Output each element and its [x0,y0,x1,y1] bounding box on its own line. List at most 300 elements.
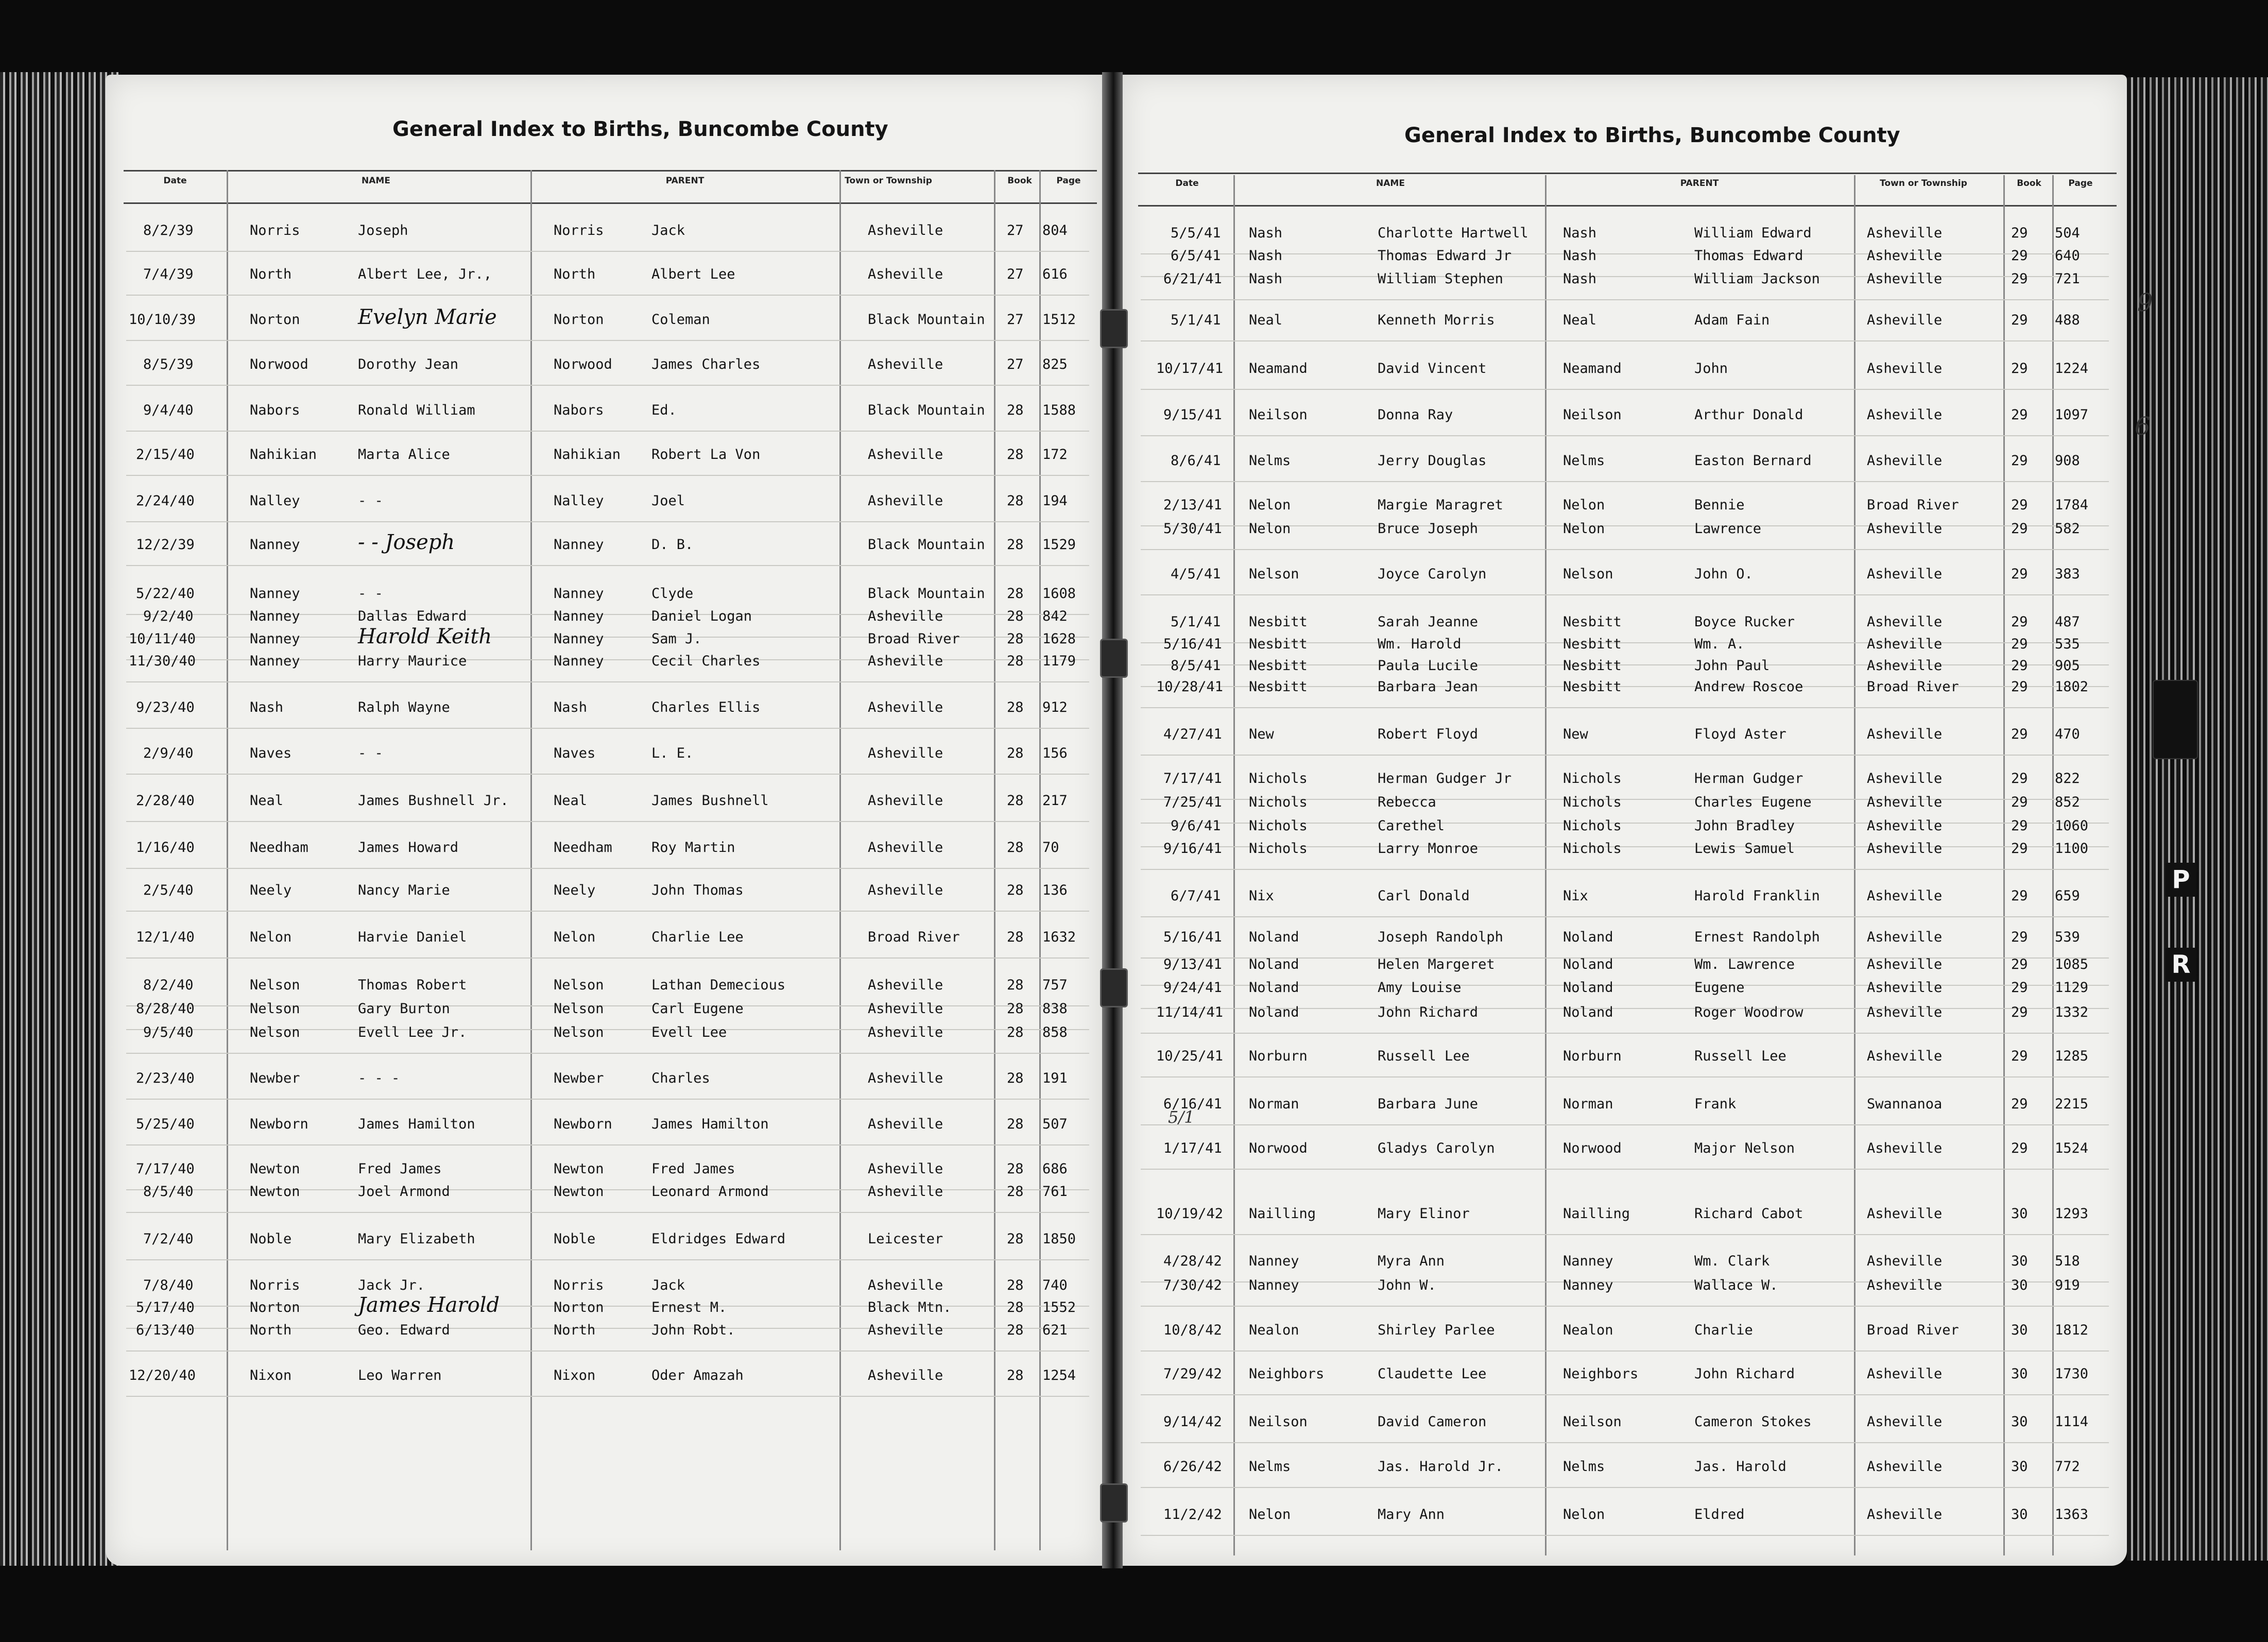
column-rule [839,170,841,1550]
record-given: Jas. Harold Jr. [1378,1459,1503,1475]
record-town: Asheville [868,608,943,624]
record-book: 29 [2011,679,2028,695]
record-town: Broad River [1867,679,1959,695]
record-surname: Newber [250,1070,300,1086]
record-pgiven: John Bradley [1694,818,1795,834]
record-page: 194 [1042,493,1068,509]
record-given: Russell Lee [1378,1048,1470,1064]
record-page: 858 [1042,1024,1068,1040]
record-page: 1524 [2055,1140,2089,1156]
record-page: 1552 [1042,1299,1076,1315]
record-psurname: Nelson [554,1001,604,1017]
record-date: 9/24/41 [1163,980,1222,996]
record-date: 9/23/40 [136,699,195,715]
record-psurname: Nelon [1563,1507,1605,1523]
record-book: 29 [2011,312,2028,328]
record-page: 582 [2055,521,2080,537]
record-book: 28 [1007,586,1024,602]
record-date: 5/16/41 [1163,636,1222,652]
record-pgiven: James Bushnell [651,793,769,809]
record-pgiven: Boyce Rucker [1694,614,1795,630]
ruled-line [126,821,1089,822]
record-psurname: Nanney [1563,1253,1613,1269]
record-psurname: Nash [1563,271,1597,287]
record-psurname: Nelson [554,977,604,993]
ruled-line [126,565,1089,566]
record-date: 6/16/41 [1163,1096,1222,1112]
record-date: 7/4/39 [143,266,194,282]
record-page: 1608 [1042,586,1076,602]
record-town: Asheville [868,882,943,898]
record-pgiven: Wm. Clark [1694,1253,1770,1269]
record-page: 740 [1042,1277,1068,1293]
record-given: Paula Lucile [1378,658,1479,674]
record-page: 136 [1042,882,1068,898]
record-surname: Nash [1249,271,1283,287]
record-surname: Nanney [250,653,300,669]
record-given: - - [358,745,383,761]
record-surname: Norton [250,312,300,328]
record-surname: Norton [250,1299,300,1315]
record-date: 10/17/41 [1156,361,1224,377]
record-pgiven: Easton Bernard [1694,453,1812,469]
ruled-line [1141,1306,2109,1307]
ruled-line [1141,340,2109,341]
record-surname: Nichols [1249,794,1308,810]
record-surname: Naves [250,745,292,761]
ruled-line [1141,707,2109,708]
ruled-line [126,1259,1089,1260]
record-surname: Nelson [250,977,300,993]
record-page: 535 [2055,636,2080,652]
ruled-line [1141,549,2109,550]
record-page: 383 [2055,566,2080,582]
record-book: 28 [1007,1070,1024,1086]
record-date: 10/8/42 [1163,1322,1222,1338]
record-page: 804 [1042,223,1068,238]
record-book: 29 [2011,453,2028,469]
record-page: 2215 [2055,1096,2089,1112]
record-pgiven: Ernest M. [651,1299,727,1315]
record-town: Asheville [868,1024,943,1040]
ruled-line [1141,1169,2109,1170]
record-page: 518 [2055,1253,2080,1269]
record-date: 8/2/40 [143,977,194,993]
record-town: Asheville [868,1367,943,1383]
record-surname: Nanney [250,608,300,624]
record-page: 1085 [2055,956,2089,972]
record-psurname: Neal [554,793,588,809]
record-town: Asheville [1867,1414,1943,1430]
record-given: Myra Ann [1378,1253,1445,1269]
record-date: 11/14/41 [1156,1004,1224,1020]
record-psurname: Nixon [554,1367,596,1383]
record-pgiven: Wm. Lawrence [1694,956,1795,972]
record-psurname: Norman [1563,1096,1613,1112]
ruled-line [126,251,1089,252]
record-page: 761 [1042,1184,1068,1200]
column-rule [994,170,995,1550]
record-town: Asheville [868,793,943,809]
record-book: 28 [1007,608,1024,624]
record-psurname: Nash [554,699,588,715]
record-surname: Nash [250,699,284,715]
record-given: Thomas Robert [358,977,467,993]
record-psurname: Needham [554,840,612,856]
record-date: 8/28/40 [136,1001,195,1017]
column-rule [1233,175,1235,1555]
record-date: 7/29/42 [1163,1366,1222,1382]
record-book: 28 [1007,1001,1024,1017]
record-page: 1285 [2055,1048,2089,1064]
record-psurname: Nix [1563,888,1588,904]
record-page: 825 [1042,356,1068,372]
record-pgiven: Evell Lee [651,1024,727,1040]
index-tab-r[interactable]: R [2166,948,2196,982]
record-psurname: Naves [554,745,596,761]
record-town: Asheville [1867,1140,1943,1156]
record-psurname: Newton [554,1161,604,1177]
record-psurname: Neal [1563,312,1597,328]
column-rule [2052,175,2054,1555]
record-psurname: Nelson [1563,566,1613,582]
record-town: Asheville [868,356,943,372]
record-town: Asheville [1867,726,1943,742]
ruled-line [126,1396,1089,1397]
record-date: 9/6/41 [1171,818,1221,834]
ruled-line [126,431,1089,432]
record-book: 28 [1007,1161,1024,1177]
record-pgiven: Ernest Randolph [1694,929,1820,945]
record-book: 30 [2011,1206,2028,1222]
record-given: Carl Donald [1378,888,1470,904]
record-given: Joseph [358,223,408,238]
record-book: 28 [1007,1367,1024,1383]
record-surname: Nichols [1249,841,1308,857]
record-town: Asheville [868,266,943,282]
record-given: Larry Monroe [1378,841,1479,857]
record-given: Claudette Lee [1378,1366,1487,1382]
record-page: 686 [1042,1161,1068,1177]
record-given: David Vincent [1378,361,1487,377]
record-given: Marta Alice [358,447,450,463]
record-page: 507 [1042,1116,1068,1132]
ruled-line [1141,594,2109,595]
record-surname: Nanney [1249,1277,1299,1293]
record-town: Asheville [868,223,943,238]
record-date: 8/2/39 [143,223,194,238]
record-surname: North [250,1322,292,1338]
record-surname: Nalley [250,493,300,509]
record-psurname: Nealon [1563,1322,1613,1338]
record-given: Mary Ann [1378,1507,1445,1523]
header-page: Page [1056,176,1081,186]
record-pgiven: Bennie [1694,497,1745,513]
record-book: 28 [1007,1231,1024,1247]
record-book: 28 [1007,1024,1024,1040]
record-given: Jerry Douglas [1378,453,1487,469]
record-date: 12/2/39 [136,537,195,553]
record-given: Barbara Jean [1378,679,1479,695]
record-pgiven: D. B. [651,537,694,553]
record-town: Asheville [1867,614,1943,630]
record-psurname: Nelon [554,929,596,945]
index-tab-p[interactable]: P [2166,863,2196,897]
record-psurname: Nabors [554,402,604,418]
record-book: 27 [1007,223,1024,238]
record-date: 7/25/41 [1163,794,1222,810]
record-town: Asheville [1867,794,1943,810]
record-date: 2/9/40 [143,745,194,761]
record-psurname: Nash [1563,248,1597,264]
record-page: 217 [1042,793,1068,809]
record-date: 2/13/41 [1163,497,1222,513]
record-book: 29 [2011,771,2028,786]
record-page: 470 [2055,726,2080,742]
record-psurname: North [554,266,596,282]
left-page [106,75,1102,1566]
record-given: David Cameron [1378,1414,1487,1430]
header-parent: PARENT [665,176,705,186]
ruled-line [126,868,1089,869]
record-pgiven: Wm. A. [1694,636,1745,652]
record-book: 30 [2011,1253,2028,1269]
record-date: 9/15/41 [1163,407,1222,423]
record-book: 29 [2011,888,2028,904]
record-surname: Nahikian [250,447,317,463]
record-surname: Neely [250,882,292,898]
record-surname: Nanney [250,537,300,553]
record-town: Asheville [1867,1366,1943,1382]
record-town: Asheville [1867,636,1943,652]
record-surname: Nelms [1249,453,1291,469]
record-date: 4/27/41 [1163,726,1222,742]
record-date: 2/15/40 [136,447,195,463]
record-pgiven: Charles Ellis [651,699,761,715]
record-given: Helen Margeret [1378,956,1495,972]
record-book: 29 [2011,225,2028,241]
record-pgiven: James Charles [651,356,761,372]
record-book: 29 [2011,614,2028,630]
margin-note: 9 [2137,288,2153,317]
record-town: Asheville [1867,771,1943,786]
record-psurname: Nelson [554,1024,604,1040]
record-book: 29 [2011,271,2028,287]
record-psurname: Neighbors [1563,1366,1639,1382]
ledger-left-edge [0,72,118,1566]
record-date: 5/5/41 [1171,225,1221,241]
column-rule [227,170,228,1550]
record-book: 29 [2011,841,2028,857]
record-surname: Nabors [250,402,300,418]
record-date: 5/30/41 [1163,521,1222,537]
record-surname: Nix [1249,888,1274,904]
record-date: 5/16/41 [1163,929,1222,945]
record-surname: New [1249,726,1274,742]
record-town: Swannanoa [1867,1096,1943,1112]
record-date: 10/25/41 [1156,1048,1224,1064]
record-given: Bruce Joseph [1378,521,1479,537]
record-book: 30 [2011,1507,2028,1523]
record-surname: Nelon [1249,521,1291,537]
record-psurname: Nichols [1563,771,1622,786]
column-rule [530,170,532,1550]
record-town: Asheville [1867,225,1943,241]
record-town: Asheville [868,1116,943,1132]
record-town: Asheville [868,1001,943,1017]
record-page: 721 [2055,271,2080,287]
record-pgiven: Ed. [651,402,677,418]
record-book: 29 [2011,521,2028,537]
record-book: 29 [2011,726,2028,742]
record-pgiven: Albert Lee [651,266,735,282]
record-date: 11/2/42 [1163,1507,1222,1523]
record-date: 4/5/41 [1171,566,1221,582]
record-page: 172 [1042,447,1068,463]
header-parent: PARENT [1680,178,1719,189]
record-page: 1588 [1042,402,1076,418]
record-town: Asheville [1867,929,1943,945]
record-book: 28 [1007,1277,1024,1293]
record-surname: Nelson [250,1024,300,1040]
record-surname: Neilson [1249,1414,1308,1430]
ruled-line [1141,1234,2109,1235]
record-page: 1129 [2055,980,2089,996]
record-pgiven: Clyde [651,586,694,602]
header-page: Page [2068,178,2093,189]
record-pgiven: James Hamilton [651,1116,769,1132]
record-given: Joel Armond [358,1184,450,1200]
record-given: Nancy Marie [358,882,450,898]
record-pgiven: Joel [651,493,685,509]
record-book: 27 [1007,266,1024,282]
record-page: 908 [2055,453,2080,469]
record-given: Wm. Harold [1378,636,1462,652]
record-date: 7/8/40 [143,1277,194,1293]
record-book: 29 [2011,566,2028,582]
record-book: 30 [2011,1459,2028,1475]
record-page: 912 [1042,699,1068,715]
record-psurname: Nesbitt [1563,614,1622,630]
record-given: Shirley Parlee [1378,1322,1495,1338]
ruled-line [126,521,1089,522]
record-date: 5/1/41 [1171,614,1221,630]
record-page: 1060 [2055,818,2089,834]
column-rule [1545,175,1547,1555]
record-given: Dorothy Jean [358,356,459,372]
record-pgiven: L. E. [651,745,694,761]
record-surname: Norwood [1249,1140,1308,1156]
record-page: 1784 [2055,497,2089,513]
record-surname: Noble [250,1231,292,1247]
record-surname: Nelson [1249,566,1299,582]
record-book: 27 [1007,356,1024,372]
record-town: Asheville [868,493,943,509]
record-psurname: Nesbitt [1563,636,1622,652]
column-rule [1039,170,1041,1550]
record-town: Broad River [868,631,960,647]
record-given: Barbara June [1378,1096,1479,1112]
record-book: 28 [1007,793,1024,809]
record-book: 30 [2011,1414,2028,1430]
binding-ring [1100,639,1128,678]
record-page: 504 [2055,225,2080,241]
record-given: Leo Warren [358,1367,442,1383]
record-page: 1224 [2055,361,2089,377]
record-date: 5/1/41 [1171,312,1221,328]
record-pgiven: John Richard [1694,1366,1795,1382]
record-given: James Harold [358,1293,500,1317]
record-book: 29 [2011,1140,2028,1156]
record-town: Broad River [1867,497,1959,513]
record-pgiven: Lewis Samuel [1694,841,1795,857]
record-given: - - [358,493,383,509]
record-surname: Nesbitt [1249,614,1308,630]
record-book: 29 [2011,407,2028,423]
ruled-line [1141,253,2109,254]
record-pgiven: Arthur Donald [1694,407,1803,423]
record-date: 9/14/42 [1163,1414,1222,1430]
record-page: 1100 [2055,841,2089,857]
record-surname: Norwood [250,356,308,372]
record-surname: Nelon [1249,497,1291,513]
record-given: Charlotte Hartwell [1378,225,1528,241]
ruled-line [126,1053,1089,1054]
record-page: 1512 [1042,312,1076,328]
record-surname: Nichols [1249,771,1308,786]
record-surname: Nelson [250,1001,300,1017]
record-pgiven: John Paul [1694,658,1770,674]
record-town: Asheville [868,745,943,761]
margin-note: 6 [2135,412,2151,441]
record-page: 1628 [1042,631,1076,647]
record-given: Dallas Edward [358,608,467,624]
record-town: Leicester [868,1231,943,1247]
record-surname: Noland [1249,1004,1299,1020]
record-given: Evell Lee Jr. [358,1024,467,1040]
record-town: Asheville [1867,361,1943,377]
record-pgiven: Richard Cabot [1694,1206,1803,1222]
record-surname: Nesbitt [1249,636,1308,652]
record-page: 156 [1042,745,1068,761]
record-pgiven: Robert La Von [651,447,761,463]
record-psurname: Norwood [554,356,612,372]
ruled-line [1141,481,2109,482]
record-surname: Newborn [250,1116,308,1132]
record-town: Asheville [1867,1206,1943,1222]
record-surname: Nanney [250,631,300,647]
record-given: Fred James [358,1161,442,1177]
record-page: 919 [2055,1277,2080,1293]
ruled-line [1141,1350,2109,1352]
record-date: 6/21/41 [1163,271,1222,287]
record-town: Black Mtn. [868,1299,952,1315]
record-town: Asheville [868,840,943,856]
record-psurname: North [554,1322,596,1338]
ruled-line [126,385,1089,386]
record-pgiven: Eldridges Edward [651,1231,786,1247]
ruled-line [126,728,1089,729]
record-date: 9/4/40 [143,402,194,418]
record-given: Harry Maurice [358,653,467,669]
record-pgiven: Carl Eugene [651,1001,744,1017]
record-book: 30 [2011,1322,2028,1338]
record-town: Broad River [1867,1322,1959,1338]
record-date: 10/10/39 [129,312,196,328]
record-psurname: Norton [554,312,604,328]
ruled-line [126,774,1089,775]
record-given: Joyce Carolyn [1378,566,1487,582]
